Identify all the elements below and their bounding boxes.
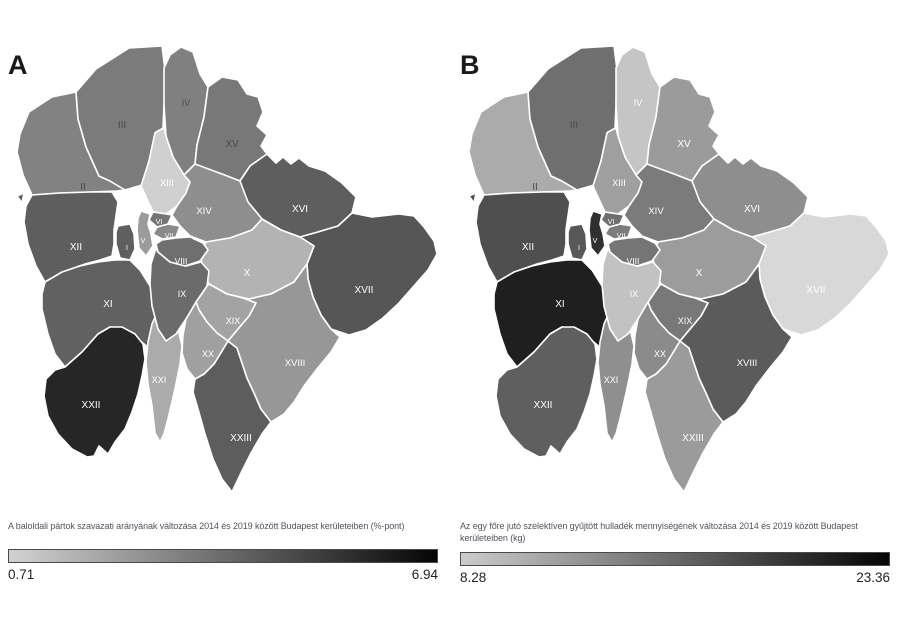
legend-labels-b	[460, 570, 890, 585]
panel-a-label: A	[8, 50, 28, 80]
legend-labels-a	[8, 567, 438, 582]
district-label-XIV-map-b: XIV	[648, 206, 664, 217]
district-label-XXIII-map-a: XXIII	[230, 433, 252, 444]
district-label-XXI-map-b: XXI	[603, 375, 619, 385]
district-label-XV-map-a: XV	[225, 139, 239, 150]
legend-min-b: 8.28	[460, 570, 487, 585]
district-label-XII-map-b: XII	[521, 242, 535, 253]
district-label-XI-map-b: XI	[555, 299, 565, 310]
legend-max-a: 6.94	[411, 567, 438, 582]
district-label-III-map-b: III	[569, 120, 579, 131]
district-label-IX-map-b: IX	[629, 289, 639, 299]
district-label-X-map-b: X	[695, 268, 703, 279]
district-label-XVII-map-b: XVII	[806, 285, 826, 296]
district-label-XXII-map-b: XXII	[533, 400, 553, 411]
district-label-VI-map-a: VI	[155, 219, 163, 226]
district-label-III-map-a: III	[117, 120, 127, 131]
district-label-XVI-map-a: XVI	[291, 204, 309, 215]
district-label-I-map-a: I	[126, 245, 128, 252]
legend-max-b: 23.36	[856, 570, 890, 585]
caption-a: A baloldali pártok szavazati arányának változása 2014 és 2019 között Budapest kerületeiben (%-pont)	[8, 521, 405, 531]
district-label-XVIII-map-a: XVIII	[284, 358, 306, 369]
panel-b-label: B	[460, 50, 480, 80]
district-XII-fragment-map-a	[17, 193, 24, 203]
district-label-VII-map-b: VII	[616, 233, 626, 240]
district-label-XX-map-b: XX	[653, 349, 667, 359]
district-label-IX-map-a: IX	[177, 289, 187, 299]
legend-gradient-b	[460, 552, 890, 566]
caption-b: Az egy főre jutó szelektíven gyűjtött hulladék mennyiségének változása 2014 és 2019 között Budapest kerületeiben (kg)	[460, 521, 858, 543]
district-label-XVII-map-a: XVII	[354, 285, 374, 296]
district-label-XVI-map-b: XVI	[743, 204, 761, 215]
district-label-VI-map-b: VI	[607, 219, 615, 226]
district-label-XI-map-a: XI	[103, 299, 113, 310]
district-label-VII-map-a: VII	[164, 233, 174, 240]
district-label-I-map-b: I	[578, 245, 580, 252]
map-b-budapest-districts	[452, 35, 900, 510]
district-label-XIX-map-a: XIX	[225, 316, 241, 326]
legend-min-a: 0.71	[8, 567, 35, 582]
district-label-V-map-a: V	[140, 238, 146, 245]
district-label-X-map-a: X	[243, 268, 251, 279]
district-XII-fragment-map-b	[469, 193, 476, 203]
district-label-XV-map-b: XV	[677, 139, 691, 150]
district-label-XIII-map-b: XIII	[612, 178, 626, 188]
district-label-XIX-map-b: XIX	[677, 316, 693, 326]
district-I-map-b	[568, 224, 587, 260]
district-label-XIII-map-a: XIII	[160, 178, 174, 188]
district-label-IV-map-b: IV	[633, 98, 643, 108]
district-label-IV-map-a: IV	[181, 98, 191, 108]
district-label-II-map-a: II	[80, 182, 86, 193]
district-label-V-map-b: V	[592, 238, 598, 245]
district-label-XX-map-a: XX	[201, 349, 215, 359]
district-label-XXII-map-a: XXII	[81, 400, 101, 411]
district-label-XIV-map-a: XIV	[196, 206, 212, 217]
district-label-VIII-map-b: VIII	[626, 256, 640, 266]
district-I-map-a	[116, 224, 135, 260]
district-label-XXIII-map-b: XXIII	[682, 433, 704, 444]
district-label-XII-map-a: XII	[69, 242, 83, 253]
district-label-VIII-map-a: VIII	[174, 256, 188, 266]
district-label-XXI-map-a: XXI	[151, 375, 167, 385]
district-label-II-map-b: II	[532, 182, 538, 193]
map-a-budapest-districts	[0, 35, 450, 510]
district-label-XVIII-map-b: XVIII	[736, 358, 758, 369]
legend-gradient-a	[8, 549, 438, 563]
